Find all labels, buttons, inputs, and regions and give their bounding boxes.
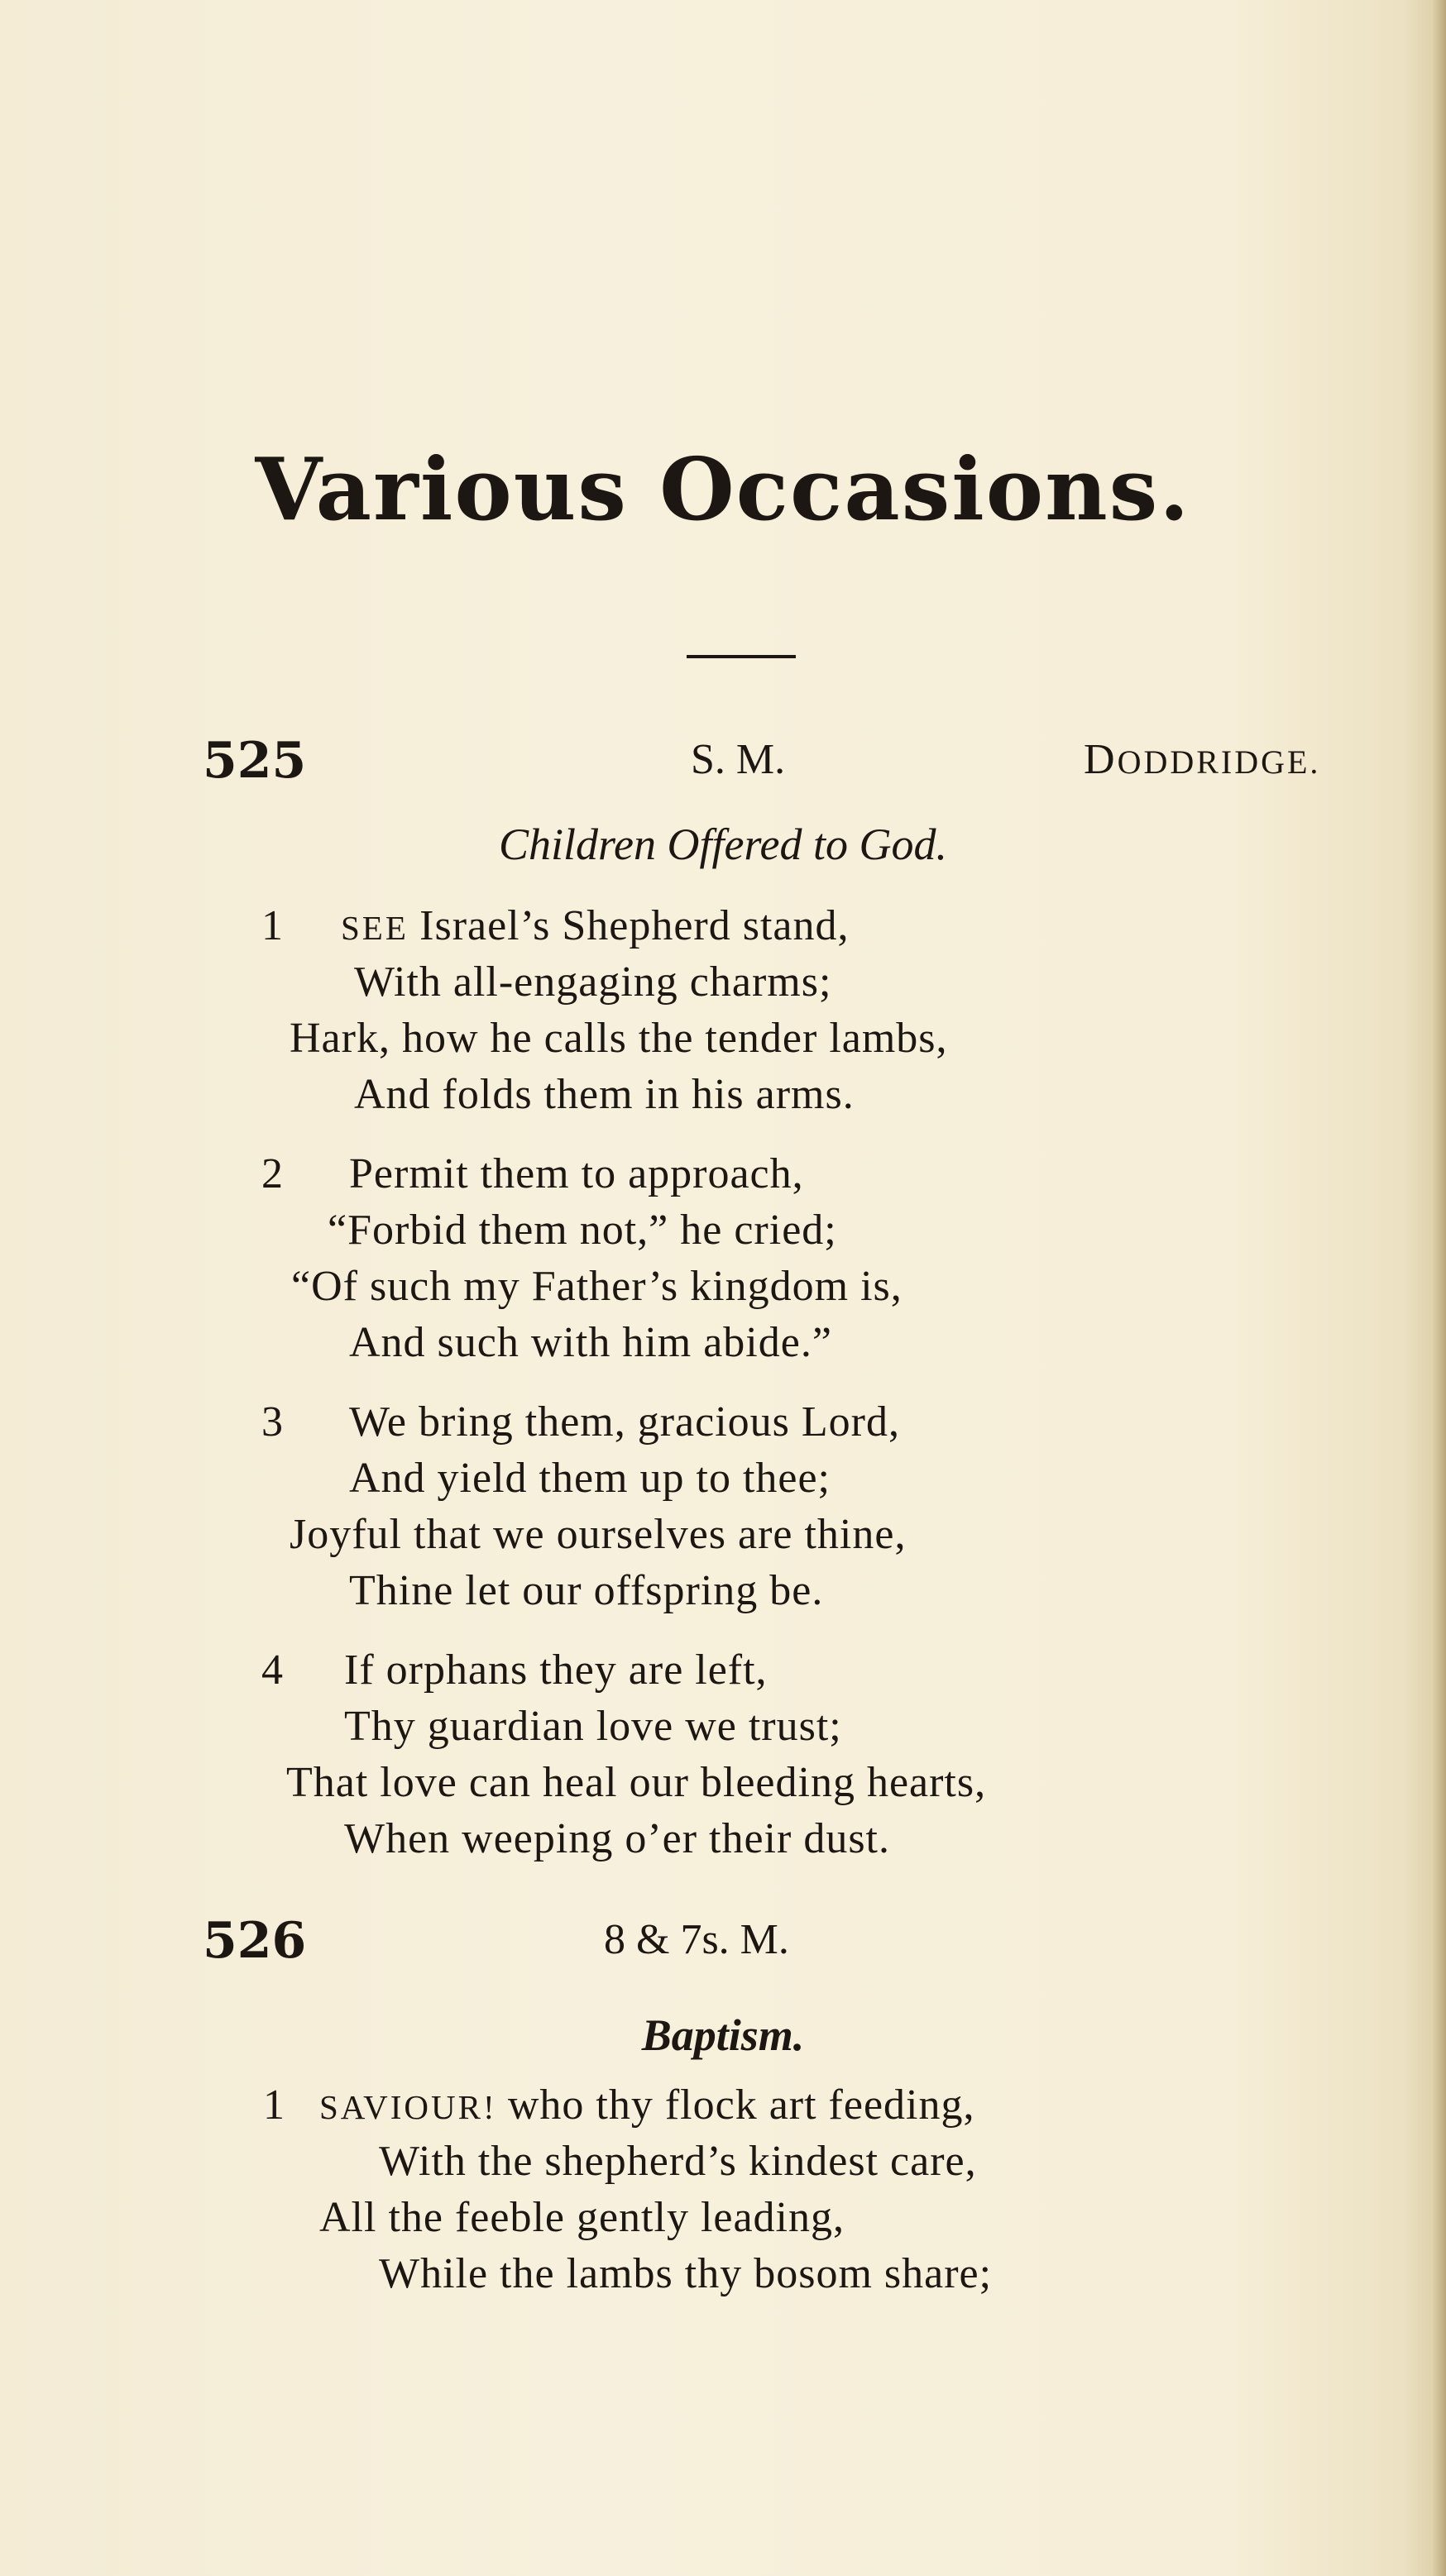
hymn-526-header xyxy=(0,1912,1446,1970)
hymn-subject: Children Offered to God. xyxy=(499,820,947,869)
hymn-meter: 8 & 7s. M. xyxy=(604,1916,789,1963)
hymn-meter: S. M. xyxy=(691,736,786,783)
hymn-number: 525 xyxy=(203,732,307,790)
hymn-subject: Baptism. xyxy=(641,2010,805,2060)
verse-line: With the shepherd’s kindest care, xyxy=(379,2138,977,2185)
verse-line: Thy guardian love we trust; xyxy=(344,1703,842,1750)
section-title: Various Occasions. xyxy=(255,438,1191,540)
hymn-number: 526 xyxy=(203,1912,307,1970)
verse-number: 2 xyxy=(261,1150,283,1197)
verse-line: If orphans they are left, xyxy=(344,1646,768,1694)
verse-line: We bring them, gracious Lord, xyxy=(349,1398,900,1446)
verse-line: And folds them in his arms. xyxy=(354,1071,855,1118)
verse-number: 4 xyxy=(261,1646,283,1694)
verse-line: When weeping o’er their dust. xyxy=(344,1815,891,1862)
title-rule xyxy=(687,655,796,658)
verse-line: “Of such my Father’s kingdom is, xyxy=(291,1263,903,1310)
verse-line: Thine let our offspring be. xyxy=(349,1567,824,1614)
verse-line: All the feeble gently leading, xyxy=(319,2194,845,2241)
verse-line: And yield them up to thee; xyxy=(349,1455,831,1502)
verse-line: With all-engaging charms; xyxy=(354,958,832,1006)
verse-line: SAVIOUR! who thy flock art feeding, xyxy=(319,2081,975,2129)
verse-number: 1 xyxy=(263,2081,285,2129)
verse-number: 1 xyxy=(261,902,283,949)
hymn-author: DODDRIDGE. xyxy=(1084,736,1321,783)
verse-line: And such with him abide.” xyxy=(349,1319,832,1366)
verse-line: SEE Israel’s Shepherd stand, xyxy=(341,902,850,949)
verse-line: Hark, how he calls the tender lambs, xyxy=(290,1015,948,1062)
verse-line: Permit them to approach, xyxy=(349,1150,804,1197)
verse-line: While the lambs thy bosom share; xyxy=(379,2250,993,2297)
verse-line: Joyful that we ourselves are thine, xyxy=(290,1511,907,1558)
hymn-525-header xyxy=(0,732,1446,790)
verse-line: “Forbid them not,” he cried; xyxy=(328,1207,837,1254)
page-edge xyxy=(1431,0,1446,2576)
verse-number: 3 xyxy=(261,1398,283,1446)
verse-line: That love can heal our bleeding hearts, xyxy=(286,1759,987,1806)
